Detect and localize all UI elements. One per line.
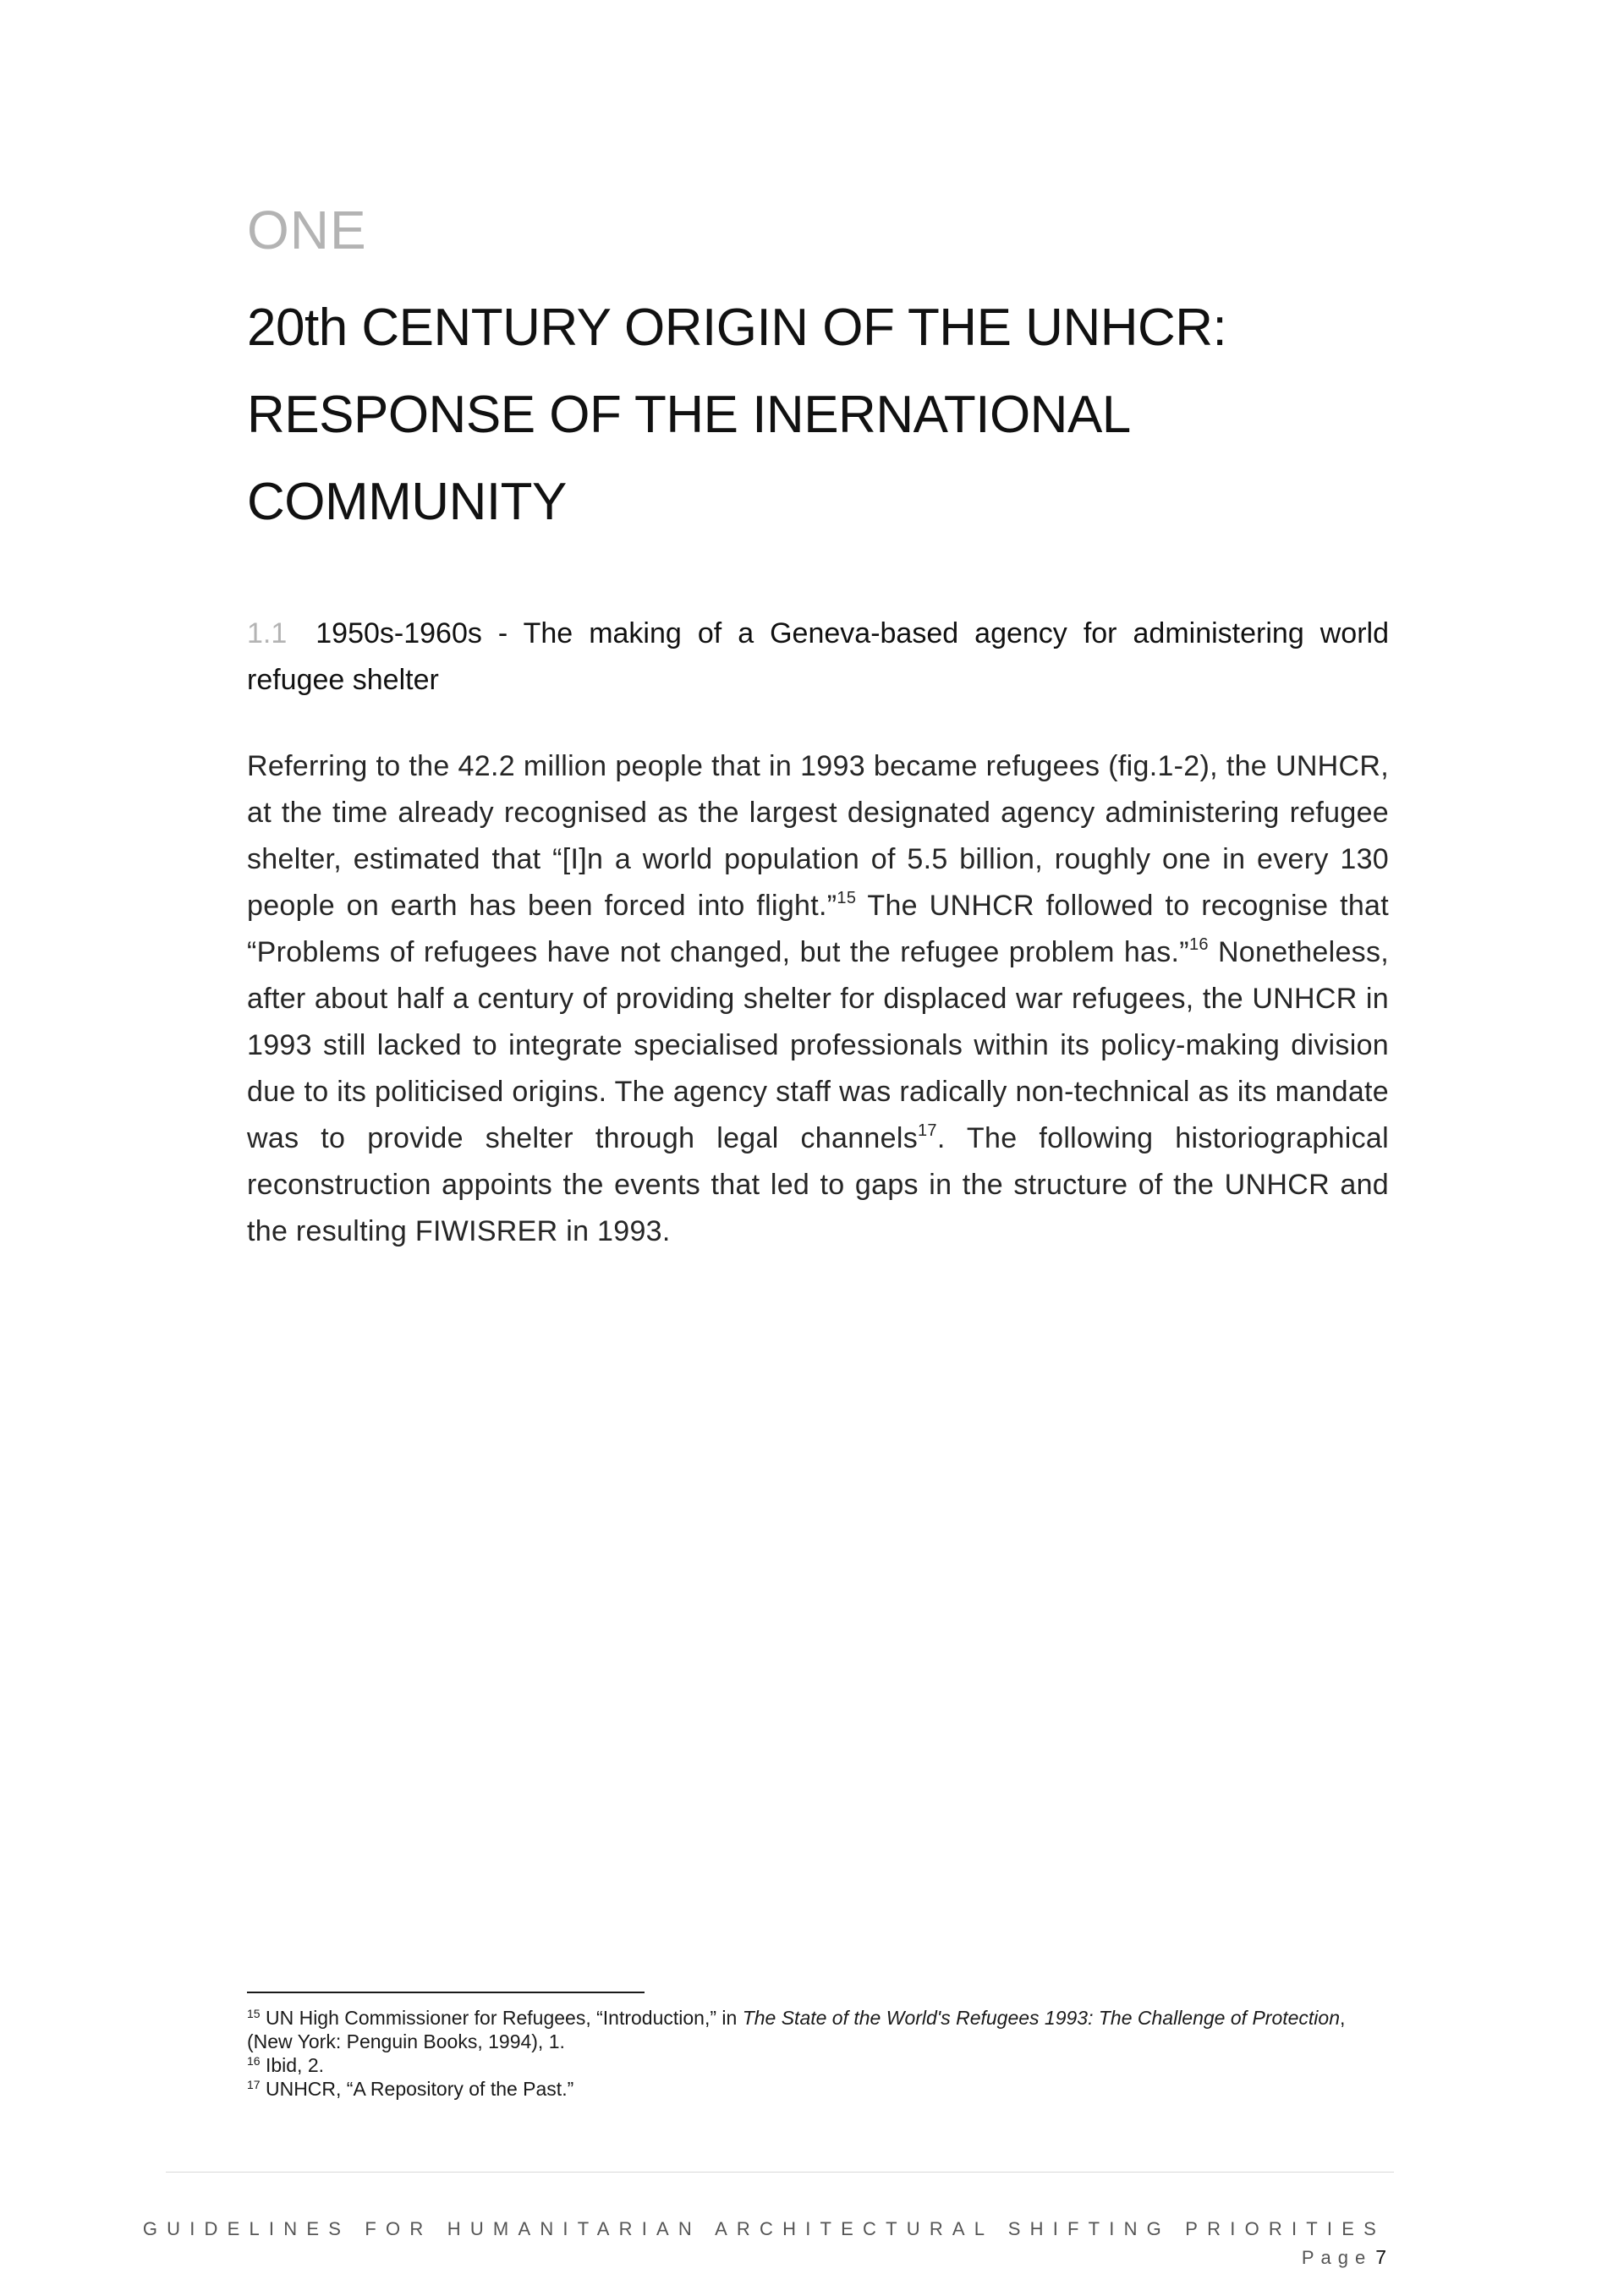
footnote-item [247,2053,1389,2077]
chapter-title: 20th CENTURY ORIGIN OF THE UNHCR: RESPONSE OF THE INERNATIONAL COMMUNITY [247,299,1227,531]
body-text-segment: . The following historiographical reconstruction appoints the events that led to gaps in the structure of the UNHCR and the resulting FIWISRER in 1993. [247,1122,1389,1247]
footnotes [247,2006,1389,2101]
footnote-text: UN High Commissioner for Refugees, “Introduction,” in [260,2007,743,2029]
running-footer-title: GUIDELINES FOR HUMANITARIAN ARCHITECTURAL SHIFTING PRIORITIES [142,2218,1385,2239]
footnote-ref[interactable]: 17 [918,1121,937,1140]
footnote-number: 16 [247,2054,261,2068]
footnote-separator [247,1992,645,1993]
body-text-segment: The UNHCR followed to recognise that “Problems of refugees have not changed, but the refugee problem has.” [247,890,1389,968]
footnote-number: 15 [247,2007,261,2020]
body-text-segment: Nonetheless, after about half a century of providing shelter for displaced war refugees, the UNHCR in 1993 still lacked to integrate specialised professionals within its policy-making division due to its politicised origins. The agency staff was radically non-technical as its mandate was to provide shelter through legal channels [247,936,1389,1154]
page-label: Page [1301,2247,1373,2268]
chapter-number: ONE [247,200,367,260]
footnote-ref[interactable]: 15 [837,889,857,907]
footnote-text: Ibid, 2. [260,2054,325,2076]
section-number: 1.1 [247,617,288,649]
footnote-cited-title: The State of the World's Refugees 1993: The Challenge of Protection [742,2007,1340,2029]
footnote-item [247,2006,1389,2053]
footer-separator [166,2172,1394,2173]
page-number [1302,2246,1386,2269]
footnote-item [247,2077,1389,2101]
footnote-ref[interactable]: 16 [1188,935,1209,954]
section-heading [247,611,1389,704]
body-text-segment: Referring to the 42.2 million people that in 1993 became refugees (fig.1-2), the UNHCR, at the time already recognised as the largest designated agency administering refugee shelter, estimated that “[I]n a world population of 5.5 billion, roughly one in every 130 people on earth has been forced into flight.” [247,750,1389,922]
page-number-value: 7 [1375,2246,1386,2268]
section-title: 1950s-1960s - The making of a Geneva-based agency for administering world refugee shelter [247,617,1389,696]
footnote-number: 17 [247,2078,261,2091]
footnote-text: UNHCR, “A Repository of the Past.” [260,2078,574,2100]
body-paragraph [247,743,1389,1255]
footnote-text: , (New York: Penguin Books, 1994), 1. [247,2007,1346,2052]
